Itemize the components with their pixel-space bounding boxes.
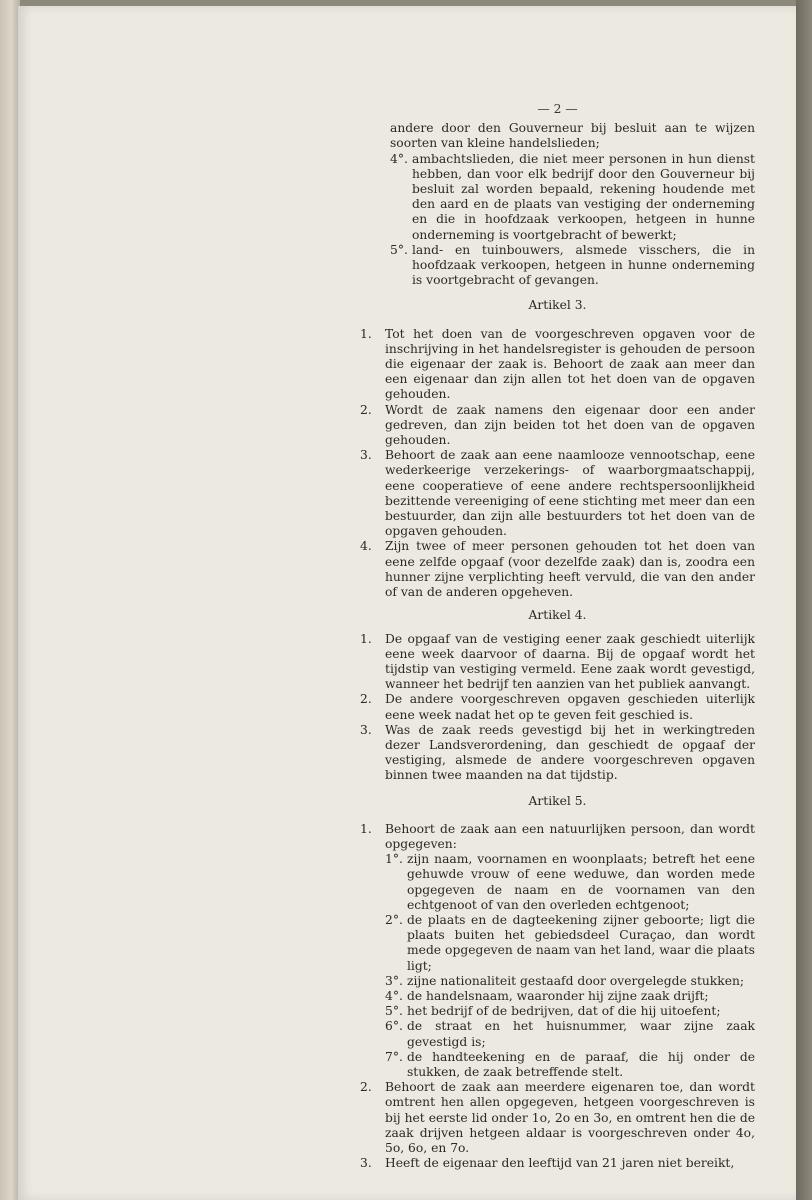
previous-page-edge: [0, 0, 20, 1200]
list-item: 1°. zijn naam, voornamen en woonplaats; betreft het eene gehuwde vrouw of eene weduwe, dan worden mede opgegeven de naam en de voornamen van den echtgenoot of van den overleden echtgenoot;: [385, 852, 755, 912]
paragraph: 3. Heeft de eigenaar den leeftijd van 21 jaren niet bereikt,: [360, 1156, 735, 1171]
continuation-text: andere door den Gouverneur bij besluit aan te wijzen soorten van kleine handelslieden;: [390, 121, 755, 151]
paragraph: 4. Zijn twee of meer personen gehouden tot het doen van eene zelfde opgaaf (voor dezelfde zaak) dan is, zoodra een hunner zijne verplichting heeft vervuld, die van den ander of van de anderen opgeheven.: [360, 539, 755, 600]
list-item: 4°. de handelsnaam, waaronder hij zijne zaak drijft;: [385, 988, 709, 1003]
artikel-4-heading: Artikel 4.: [528, 608, 587, 623]
artikel-3-heading: Artikel 3.: [528, 298, 587, 313]
paragraph: 2. De andere voorgeschreven opgaven geschieden uiterlijk eene week nadat het op te geven feit geschied is.: [360, 692, 755, 722]
list-item: 2°. de plaats en de dagteekening zijner geboorte; ligt die plaats buiten het gebiedsdeel Curaçao, dan wordt mede opgegeven de naam van het land, waar die plaats ligt;: [385, 912, 755, 973]
list-item: 4°. ambachtslieden, die niet meer personen in hun dienst hebben, dan voor elk bedrijf door den Gouverneur bij besluit zal worden bepaald, rekening houdende met den aard en de plaats van vestiging der onderneming en die in hoofdzaak verkoopen, hetgeen in hunne onderneming is voortgebracht of bewerkt;: [390, 151, 755, 242]
list-item: 5°. land- en tuinbouwers, alsmede visschers, die in hoofdzaak verkoopen, hetgeen in hunne onderneming is voortgebracht of gevangen.: [390, 242, 755, 288]
list-item: 6°. de straat en het huisnummer, waar zijne zaak gevestigd is;: [385, 1019, 755, 1049]
paragraph: 1. Behoort de zaak aan een natuurlijken persoon, dan wordt opgegeven:: [360, 821, 755, 851]
paragraph: 3. Was de zaak reeds gevestigd bij het in werkingtreden dezer Landsverordening, dan geschiedt de opgaaf der vestiging, alsmede de andere voorgeschreven opgaven binnen twee maanden na dat tijdstip.: [360, 722, 755, 783]
paragraph: 3. Behoort de zaak aan eene naamlooze vennootschap, eene wederkeerige verzekerings- of waarborgmaatschappij, eene cooperatieve of eene andere rechtspersoonlijkheid bezittende vereeniging of eene stichting met meer dan een bestuurder, dan zijn alle bestuurders tot het doen van de opgaven gehouden.: [360, 448, 755, 539]
page-content: [360, 102, 755, 1171]
paragraph: 2. Wordt de zaak namens den eigenaar door een ander gedreven, dan zijn beiden tot het doen van de opgaven gehouden.: [360, 402, 755, 448]
list-item: 3°. zijne nationaliteit gestaafd door overgelegde stukken;: [385, 973, 745, 988]
list-item: 5°. het bedrijf of de bedrijven, dat of die hij uitoefent;: [385, 1004, 721, 1019]
list-item: 7°. de handteekening en de paraaf, die hij onder de stukken, de zaak betreffende stelt.: [385, 1049, 755, 1079]
artikel-5-heading: Artikel 5.: [528, 793, 587, 808]
page-number: — 2 —: [537, 102, 578, 116]
paragraph: 2. Behoort de zaak aan meerdere eigenaren toe, dan wordt omtrent hen allen opgegeven, hetgeen voorgeschreven is bij het eerste lid onder 1o, 2o en 3o, en omtrent hen die de zaak drijven hetgeen aldaar is voorgeschreven onder 4o, 5o, 6o, en 7o.: [360, 1080, 755, 1155]
paragraph: 1. Tot het doen van de voorgeschreven opgaven voor de inschrijving in het handelsregister is gehouden de persoon die eigenaar der zaak is. Behoort de zaak aan meer dan een eigenaar dan zijn allen tot het doen van de opgaven gehouden.: [360, 326, 755, 402]
binding-edge: [796, 0, 812, 1200]
paragraph: 1. De opgaaf van de vestiging eener zaak geschiedt uiterlijk eene week daarvoor of daarna. Bij de opgaaf wordt het tijdstip van vestiging vermeld. Eene zaak wordt gevestigd, wanneer het bedrijf ten aanzien van het publiek aanvangt.: [360, 631, 755, 692]
